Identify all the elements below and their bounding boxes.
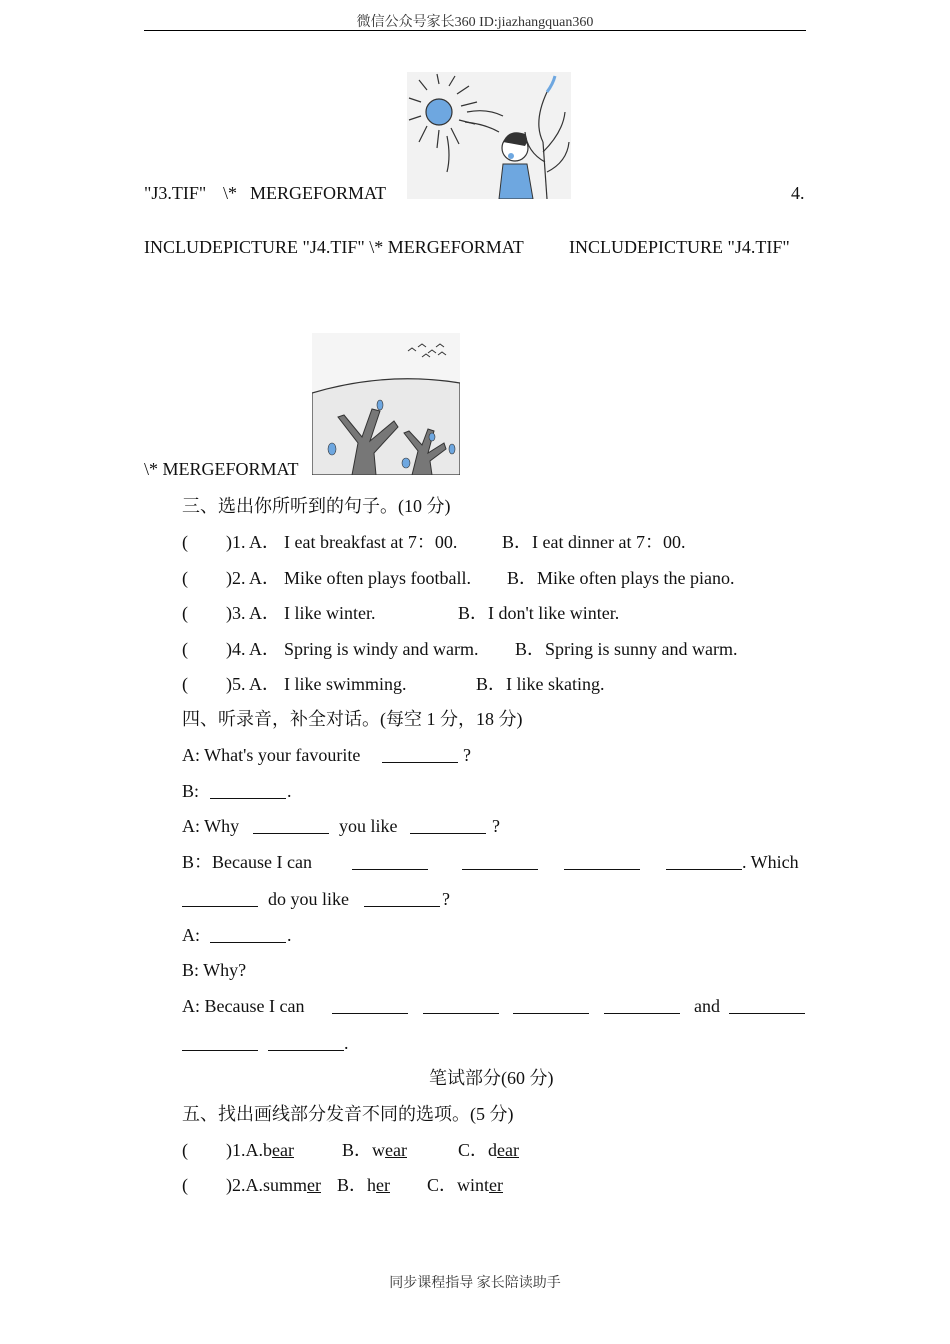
answer-blank[interactable] bbox=[564, 853, 640, 870]
answer-paren[interactable]: ( bbox=[182, 532, 188, 552]
dialogue-punct: . bbox=[287, 781, 292, 801]
question-number: )4. A． bbox=[226, 639, 280, 659]
section-5-title: 五、找出画线部分发音不同的选项。(5 分) bbox=[182, 1104, 514, 1124]
option-b: B．her bbox=[337, 1175, 390, 1195]
option-a: I like swimming. bbox=[284, 674, 407, 694]
dialogue-punct: ? bbox=[492, 816, 500, 836]
dialogue-punct: ? bbox=[463, 745, 471, 765]
option-a: Spring is windy and warm. bbox=[284, 639, 479, 659]
answer-blank[interactable] bbox=[352, 853, 428, 870]
answer-paren[interactable]: ( bbox=[182, 568, 188, 588]
question-number: )3. A． bbox=[226, 603, 280, 623]
page-footer: 同步课程指导 家长陪读助手 bbox=[389, 1276, 561, 1291]
written-part-title: 笔试部分(60 分) bbox=[429, 1068, 554, 1088]
answer-paren[interactable]: ( bbox=[182, 639, 188, 659]
field-j4-include-a: INCLUDEPICTURE "J4.TIF" \* MERGEFORMAT bbox=[144, 237, 524, 257]
answer-blank[interactable] bbox=[364, 890, 440, 907]
field-j4-include-b: INCLUDEPICTURE "J4.TIF" bbox=[569, 237, 790, 257]
option-b: B．I don't like winter. bbox=[458, 603, 620, 623]
dialogue-punct: . bbox=[344, 1033, 349, 1053]
dialogue-punct: . bbox=[287, 925, 292, 945]
answer-blank[interactable] bbox=[513, 997, 589, 1014]
section-4-title: 四、听录音，补全对话。(每空 1 分，18 分) bbox=[182, 709, 523, 729]
answer-paren[interactable]: ( bbox=[182, 1175, 188, 1195]
dialogue-line-3: A: Why bbox=[182, 816, 240, 836]
option-c: C．dear bbox=[458, 1140, 519, 1160]
dialogue-text: . Which bbox=[742, 852, 799, 872]
answer-paren[interactable]: ( bbox=[182, 1140, 188, 1160]
answer-blank[interactable] bbox=[423, 997, 499, 1014]
question-number: )2.A.summer bbox=[226, 1175, 321, 1195]
sun-boy-picture bbox=[407, 72, 571, 199]
page-header: 微信公众号家长360 ID:jiazhangquan360 bbox=[356, 15, 594, 30]
answer-blank[interactable] bbox=[382, 746, 458, 763]
question-number: )1.A.bear bbox=[226, 1140, 294, 1160]
underlined-letters: er bbox=[376, 1175, 390, 1195]
dialogue-punct: ? bbox=[442, 889, 450, 909]
option-b: B．wear bbox=[342, 1140, 407, 1160]
answer-blank[interactable] bbox=[182, 1034, 258, 1051]
option-b: B．Spring is sunny and warm. bbox=[515, 639, 738, 659]
option-b: B．I like skating. bbox=[476, 674, 605, 694]
answer-blank[interactable] bbox=[182, 890, 258, 907]
dialogue-text: and bbox=[694, 996, 720, 1016]
field-j3-switch: \* bbox=[223, 183, 238, 203]
field-j3-merge: MERGEFORMAT bbox=[250, 183, 387, 203]
answer-blank[interactable] bbox=[729, 997, 805, 1014]
option-b: B．I eat dinner at 7：00. bbox=[502, 532, 686, 552]
option-a: I like winter. bbox=[284, 603, 376, 623]
answer-blank[interactable] bbox=[210, 782, 286, 799]
option-a: Mike often plays football. bbox=[284, 568, 471, 588]
option-a: I eat breakfast at 7：00. bbox=[284, 532, 458, 552]
question-number: )5. A． bbox=[226, 674, 280, 694]
header-rule bbox=[144, 30, 806, 31]
field-j4-merge: \* MERGEFORMAT bbox=[144, 459, 299, 479]
option-c: C．winter bbox=[427, 1175, 503, 1195]
underlined-letters: er bbox=[489, 1175, 503, 1195]
field-j3-filename: "J3.TIF" bbox=[144, 183, 207, 203]
dialogue-line-8: A: Because I can bbox=[182, 996, 305, 1016]
underlined-letters: er bbox=[307, 1175, 321, 1195]
answer-blank[interactable] bbox=[332, 997, 408, 1014]
dialogue-text: you like bbox=[339, 816, 398, 836]
answer-blank[interactable] bbox=[462, 853, 538, 870]
answer-paren[interactable]: ( bbox=[182, 603, 188, 623]
answer-blank[interactable] bbox=[604, 997, 680, 1014]
dialogue-line-4: B：Because I can bbox=[182, 852, 312, 872]
question-number: )2. A． bbox=[226, 568, 280, 588]
dialogue-line-7: B: Why? bbox=[182, 960, 247, 980]
answer-blank[interactable] bbox=[410, 817, 486, 834]
answer-blank[interactable] bbox=[268, 1034, 344, 1051]
section-3-title: 三、选出你所听到的句子。(10 分) bbox=[182, 496, 451, 516]
answer-blank[interactable] bbox=[666, 853, 742, 870]
option-b: B．Mike often plays the piano. bbox=[507, 568, 735, 588]
autumn-trees-picture bbox=[312, 333, 460, 475]
answer-paren[interactable]: ( bbox=[182, 674, 188, 694]
answer-blank[interactable] bbox=[210, 926, 286, 943]
dialogue-line-6: A: bbox=[182, 925, 200, 945]
dialogue-line-1: A: What's your favourite bbox=[182, 745, 361, 765]
answer-blank[interactable] bbox=[253, 817, 329, 834]
item-4-label: 4. bbox=[791, 183, 805, 203]
underlined-letters: ear bbox=[272, 1140, 294, 1160]
dialogue-line-2: B: bbox=[182, 781, 200, 801]
dialogue-line-5: do you like bbox=[268, 889, 349, 909]
underlined-letters: ear bbox=[497, 1140, 519, 1160]
underlined-letters: ear bbox=[385, 1140, 407, 1160]
question-number: )1. A． bbox=[226, 532, 280, 552]
